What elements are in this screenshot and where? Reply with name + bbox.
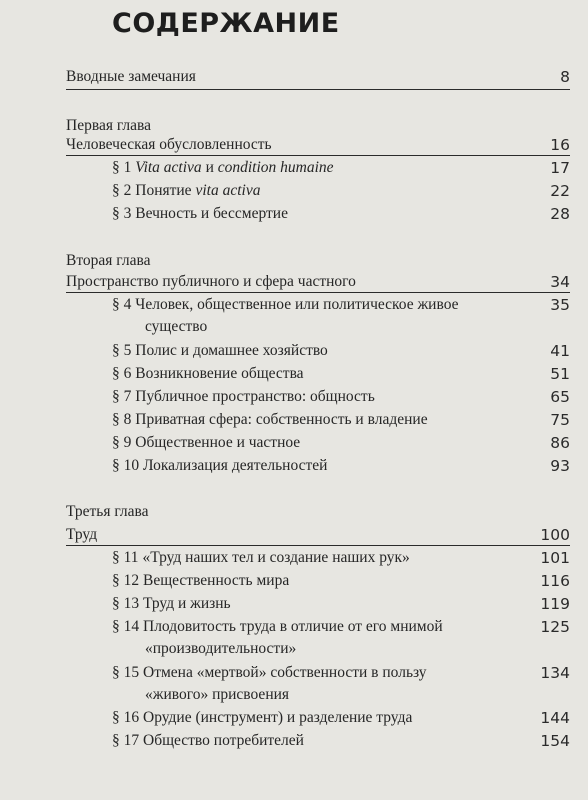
chapter-heading: Третья глава bbox=[66, 503, 149, 520]
page-title: СОДЕРЖАНИЕ bbox=[112, 8, 340, 39]
toc-section: § 3 Вечность и бессмертие bbox=[112, 205, 288, 222]
toc-entry-intro: Вводные замечания bbox=[66, 68, 196, 85]
chapter-title: Человеческая обусловленность bbox=[66, 136, 272, 153]
page-number: 101 bbox=[540, 549, 570, 567]
toc-section: § 14 Плодовитость труда в отличие от его мнимой bbox=[112, 618, 443, 635]
page-number: 75 bbox=[550, 411, 570, 429]
chapter-heading: Вторая глава bbox=[66, 252, 151, 269]
toc-section: § 5 Полис и домашнее хозяйство bbox=[112, 342, 328, 359]
page-number: 116 bbox=[540, 572, 570, 590]
divider bbox=[66, 89, 570, 90]
toc-section: § 12 Вещественность мира bbox=[112, 572, 290, 589]
divider bbox=[66, 545, 570, 546]
toc-section-continuation: существо bbox=[145, 318, 208, 335]
toc-section: § 1 Vita activa и condition humaine bbox=[112, 159, 334, 176]
page-number: 125 bbox=[540, 618, 570, 636]
page-number: 41 bbox=[550, 342, 570, 360]
toc-section: § 16 Орудие (инструмент) и разделение труда bbox=[112, 709, 413, 726]
toc-section-continuation: «производительности» bbox=[145, 640, 297, 657]
toc-section: § 13 Труд и жизнь bbox=[112, 595, 231, 612]
toc-section: § 11 «Труд наших тел и создание наших рук» bbox=[112, 549, 410, 566]
page-number: 86 bbox=[550, 434, 570, 452]
toc-section: § 7 Публичное пространство: общность bbox=[112, 388, 375, 405]
page-number: 51 bbox=[550, 365, 570, 383]
page-number: 93 bbox=[550, 457, 570, 475]
divider bbox=[66, 155, 570, 156]
page-number: 134 bbox=[540, 664, 570, 682]
chapter-title: Труд bbox=[66, 526, 98, 543]
chapter-title: Пространство публичного и сфера частного bbox=[66, 273, 356, 290]
chapter-heading: Первая глава bbox=[66, 117, 152, 134]
page-number: 35 bbox=[550, 296, 570, 314]
page-number: 154 bbox=[540, 732, 570, 750]
page-number: 65 bbox=[550, 388, 570, 406]
page-number: 22 bbox=[550, 182, 570, 200]
page-number: 34 bbox=[550, 273, 570, 291]
page-number: 16 bbox=[550, 136, 570, 154]
toc-section: § 17 Общество потребителей bbox=[112, 732, 304, 749]
page-number: 100 bbox=[540, 526, 570, 544]
page-number: 28 bbox=[550, 205, 570, 223]
page-number: 119 bbox=[540, 595, 570, 613]
toc-section: § 10 Локализация деятельностей bbox=[112, 457, 328, 474]
toc-section: § 9 Общественное и частное bbox=[112, 434, 301, 451]
page-number: 17 bbox=[550, 159, 570, 177]
toc-section-continuation: «живого» присвоения bbox=[145, 686, 290, 703]
toc-section: § 6 Возникновение общества bbox=[112, 365, 304, 382]
page-number: 144 bbox=[540, 709, 570, 727]
divider bbox=[66, 292, 570, 293]
toc-section: § 8 Приватная сфера: собственность и владение bbox=[112, 411, 428, 428]
toc-section: § 4 Человек, общественное или политическое живое bbox=[112, 296, 459, 313]
toc-section: § 15 Отмена «мертвой» собственности в пользу bbox=[112, 664, 427, 681]
toc-section: § 2 Понятие vita activa bbox=[112, 182, 261, 199]
page-number: 8 bbox=[560, 68, 570, 86]
